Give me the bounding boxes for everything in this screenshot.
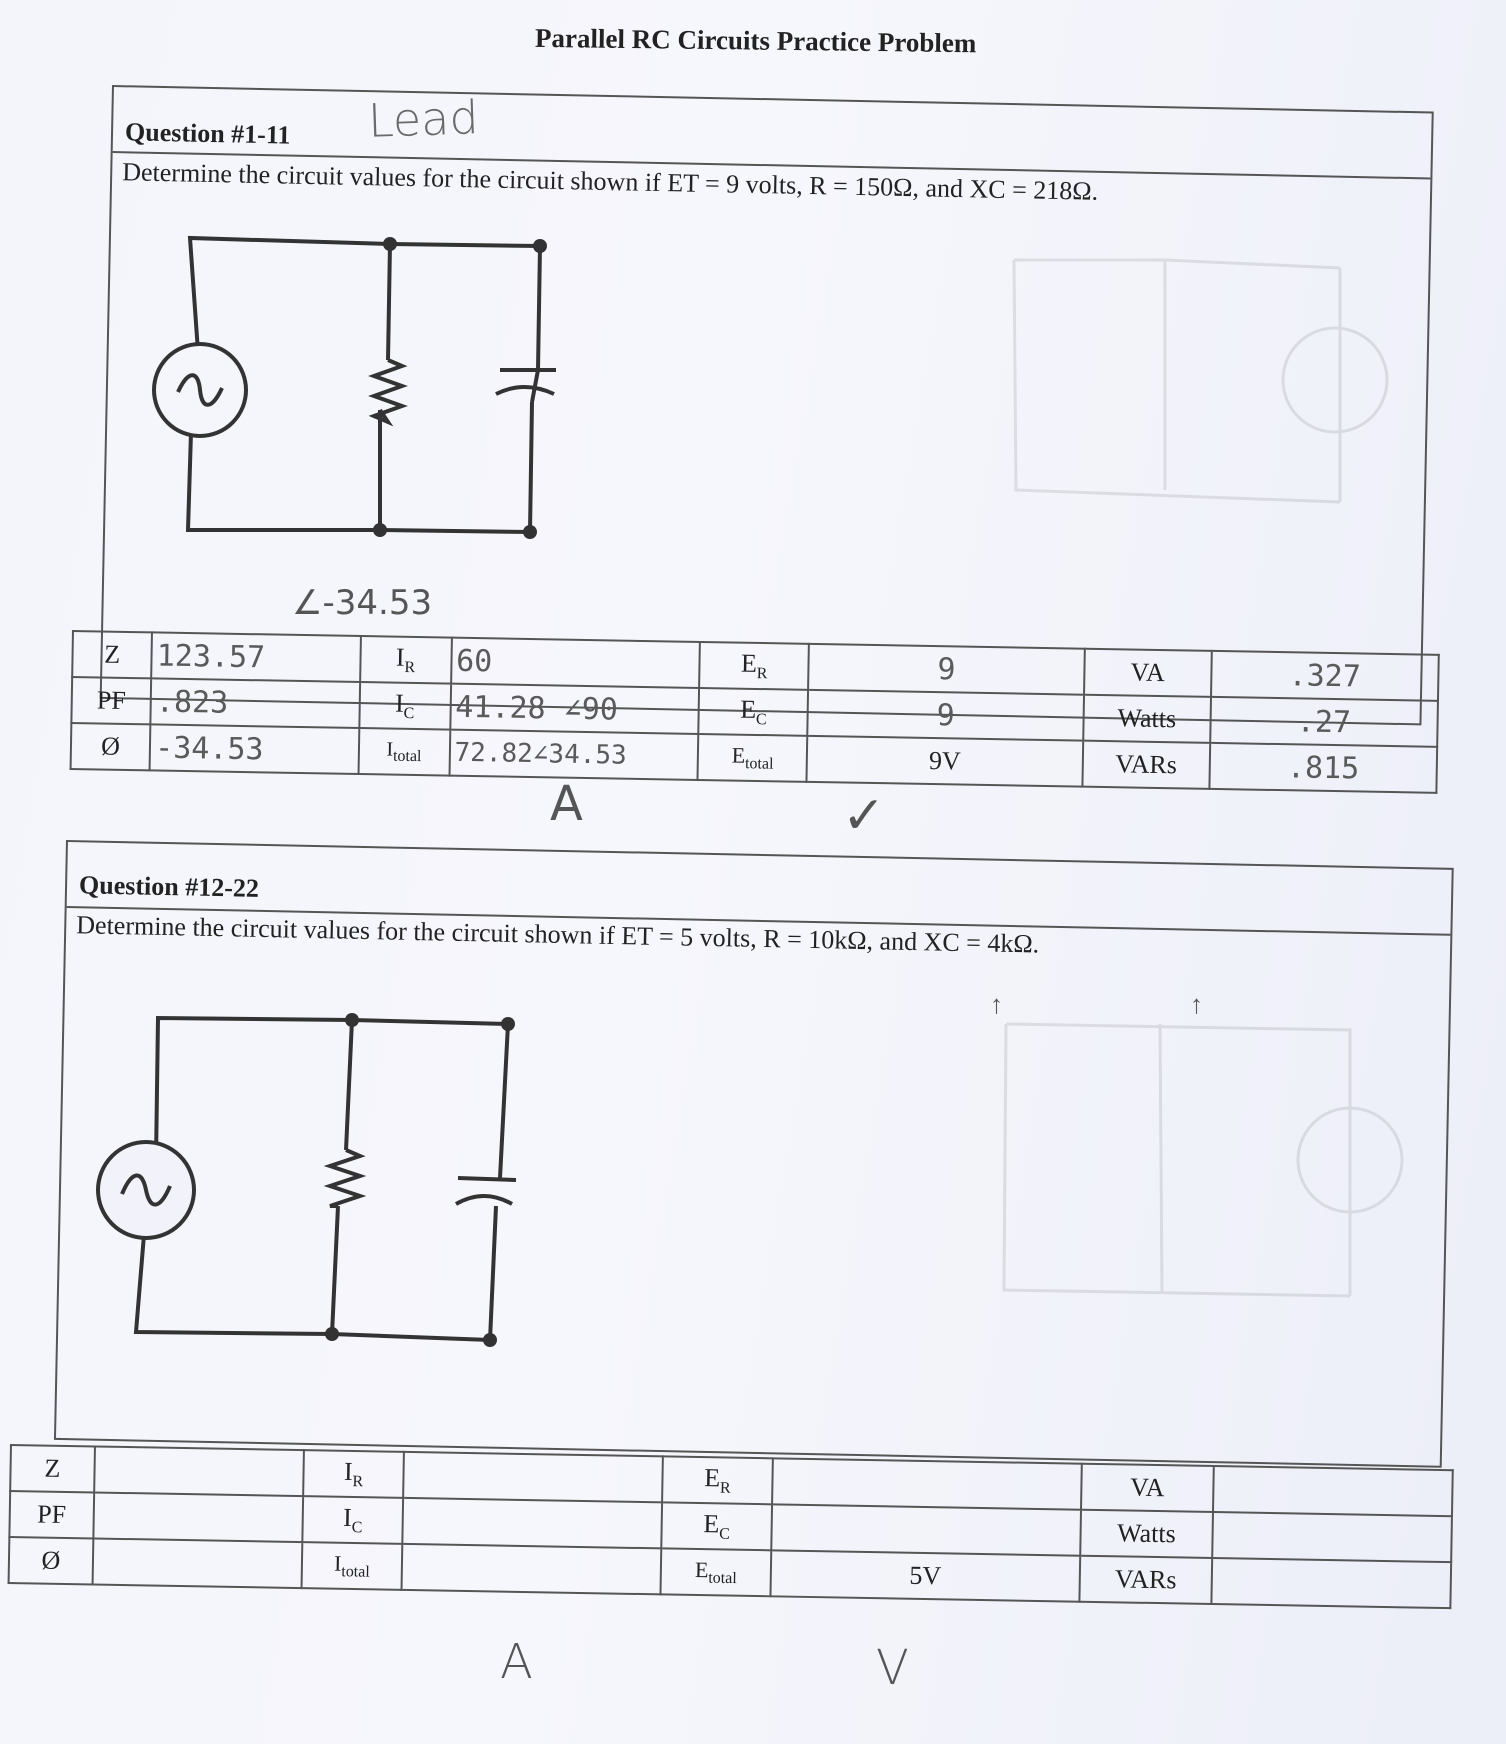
question-1-label: Question #1-11 [124, 117, 291, 150]
er-value[interactable] [772, 1458, 1082, 1509]
phi-label: Ø [71, 723, 151, 770]
watts-label: Watts [1083, 695, 1211, 743]
etotal-label: $E_{total}$ [661, 1548, 772, 1596]
z-value[interactable] [94, 1446, 304, 1496]
z-label: Z [10, 1445, 95, 1492]
question-1-prompt: Determine the circuit values for the circuit shown if ET = 9 volts, R = 150Ω, and XC = 218Ω. [121, 157, 1099, 206]
bleed-through-circuit-2 [990, 1010, 1420, 1310]
ir-value[interactable] [403, 1452, 663, 1503]
arrow-under-r: ↑ [990, 990, 1003, 1019]
er-value[interactable]: 9 [808, 644, 1084, 695]
ir-value[interactable]: 60 [451, 638, 700, 688]
va-label: VA [1081, 1464, 1214, 1512]
phi-value[interactable] [92, 1538, 302, 1588]
ic-label: $I_C$ [302, 1496, 403, 1544]
ec-value[interactable]: 9 [807, 690, 1083, 741]
resistor-icon [330, 1150, 360, 1206]
ec-value[interactable] [771, 1504, 1081, 1555]
itotal-label: $I_{total}$ [302, 1542, 403, 1590]
bleed-through-circuit-1 [1000, 240, 1420, 530]
er-label: $E_R$ [662, 1456, 773, 1504]
angle-annotation: ∠-34.53 [292, 583, 433, 623]
itotal-value[interactable]: 72.82∠34.53 [449, 730, 698, 780]
er-label: $E_R$ [699, 642, 809, 690]
phi-label: Ø [9, 1537, 94, 1584]
etotal-value[interactable]: 5V [770, 1550, 1080, 1601]
question-2-label: Question #12-22 [78, 870, 260, 903]
va-label: VA [1084, 649, 1212, 697]
ic-label: $I_C$ [359, 682, 451, 730]
itotal-value[interactable] [401, 1544, 661, 1595]
va-value[interactable] [1213, 1466, 1453, 1516]
vars-value[interactable]: .815 [1209, 743, 1437, 793]
etotal-value[interactable]: 9V [807, 736, 1083, 787]
pf-label: PF [71, 677, 151, 724]
ic-value[interactable] [402, 1498, 662, 1549]
current-unit-annotation: A [550, 776, 583, 832]
pf-value[interactable] [93, 1492, 303, 1542]
itotal-label: $I_{total}$ [358, 728, 450, 776]
pf-value[interactable]: .823 [151, 678, 360, 728]
phi-value[interactable]: -34.53 [150, 724, 359, 774]
watts-value[interactable] [1212, 1512, 1452, 1562]
circuit-2-diagram [90, 1010, 520, 1350]
vars-label: VARs [1082, 741, 1210, 789]
ic-value[interactable]: 41.28 ∠90 [450, 684, 699, 734]
resistor-icon [374, 360, 402, 422]
z-value[interactable]: 123.57 [151, 632, 360, 682]
ir-label: $I_R$ [360, 636, 452, 684]
ir-label: $I_R$ [303, 1450, 404, 1498]
page-title: Parallel RC Circuits Practice Problem [534, 22, 977, 59]
vars-label: VARs [1079, 1556, 1212, 1604]
vars-value[interactable] [1211, 1558, 1451, 1608]
ec-label: $E_C$ [699, 688, 809, 736]
voltage-unit-annotation: V [876, 1640, 909, 1696]
question-1-values-table [70, 630, 1440, 794]
ac-source-icon [98, 1142, 194, 1238]
question-2-prompt: Determine the circuit values for the circuit shown if ET = 5 volts, R = 10kΩ, and XC = 4kΩ. [76, 910, 1040, 959]
watts-label: Watts [1080, 1510, 1213, 1558]
watts-value[interactable]: .27 [1210, 697, 1438, 747]
pf-label: PF [9, 1491, 94, 1538]
circuit-1-diagram [140, 230, 560, 550]
capacitor-icon [456, 1178, 516, 1204]
va-value[interactable]: .327 [1211, 651, 1439, 701]
ec-label: $E_C$ [661, 1502, 772, 1550]
z-label: Z [72, 631, 152, 678]
handwritten-lead-note: Lead [367, 90, 480, 148]
etotal-label: $E_{total}$ [698, 734, 808, 782]
ac-source-icon [154, 344, 246, 436]
arrow-under-xc: ↑ [1190, 990, 1203, 1019]
question-2-values-table [8, 1444, 1454, 1609]
capacitor-icon [496, 370, 556, 402]
voltage-check-mark: ✓ [842, 788, 886, 845]
current-unit-annotation: A [500, 1634, 533, 1690]
